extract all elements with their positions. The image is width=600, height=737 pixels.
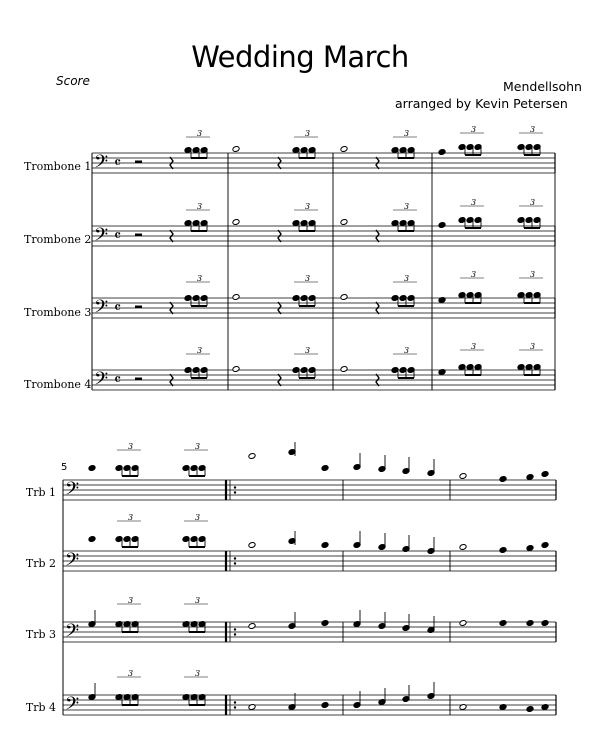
note-head: [248, 623, 256, 630]
tuplet-number: 3: [195, 442, 201, 451]
time-signature: 𝄴: [114, 298, 122, 317]
tuplet-number: 3: [404, 274, 410, 283]
bass-clef-icon: 𝄢: [94, 297, 109, 322]
note-head: [340, 366, 348, 373]
tuplet-number: 3: [471, 198, 477, 207]
bass-clef-icon: 𝄢: [65, 621, 80, 646]
note-head: [459, 473, 467, 480]
tuplet-number: 3: [471, 342, 477, 351]
part-label-trombone-4: Trombone 4: [24, 378, 92, 391]
note-head: [459, 620, 467, 627]
note-head: [459, 544, 467, 551]
time-signature: 𝄴: [114, 370, 122, 389]
note-head: [232, 219, 240, 226]
tuplet-number: 3: [128, 442, 134, 451]
tuplet-number: 3: [128, 513, 134, 522]
note-head: [248, 542, 256, 549]
note-head: [321, 702, 329, 709]
part-label-trombone-1: Trombone 1: [24, 160, 92, 173]
note-head: [88, 536, 96, 543]
tuplet-number: 3: [530, 198, 536, 207]
tuplet-number: 3: [404, 346, 410, 355]
note-head: [541, 542, 549, 549]
part-label-trombone-2: Trombone 2: [24, 233, 92, 246]
note-head: [248, 453, 256, 460]
repeat-dot: [234, 562, 236, 564]
tuplet-number: 3: [471, 125, 477, 134]
tuplet-number: 3: [195, 513, 201, 522]
bass-clef-icon: 𝄢: [94, 369, 109, 394]
note-head: [438, 222, 446, 229]
repeat-dot: [234, 706, 236, 708]
tuplet-number: 3: [404, 129, 410, 138]
composer: Mendellsohn: [503, 79, 582, 94]
note-head: [232, 294, 240, 301]
repeat-dot: [234, 633, 236, 635]
tuplet-number: 3: [404, 202, 410, 211]
tuplet-number: 3: [530, 125, 536, 134]
note-head: [340, 219, 348, 226]
tuplet-number: 3: [195, 596, 201, 605]
part-label-trombone-3: Trombone 3: [24, 306, 92, 319]
tuplet-number: 3: [197, 202, 203, 211]
bass-clef-icon: 𝄢: [65, 550, 80, 575]
note-head: [88, 465, 96, 472]
note-head: [232, 366, 240, 373]
note-head: [232, 146, 240, 153]
tuplet-number: 3: [197, 274, 203, 283]
measure-number: 5: [61, 462, 68, 473]
half-rest-icon: [135, 234, 142, 237]
tuplet-number: 3: [197, 346, 203, 355]
score-title: Wedding March: [191, 40, 409, 74]
repeat-dot: [234, 628, 236, 630]
repeat-dot: [234, 557, 236, 559]
note-head: [438, 149, 446, 156]
time-signature: 𝄴: [114, 226, 122, 245]
note-head: [526, 706, 534, 713]
note-head: [340, 294, 348, 301]
tuplet-number: 3: [195, 669, 201, 678]
half-rest-icon: [135, 378, 142, 381]
part-label-trb-2: Trb 2: [25, 557, 56, 570]
part-label-trb-1: Trb 1: [25, 486, 56, 499]
note-head: [526, 545, 534, 552]
note-head: [340, 146, 348, 153]
tuplet-number: 3: [305, 129, 311, 138]
tuplet-number: 3: [305, 202, 311, 211]
note-head: [321, 542, 329, 549]
repeat-dot: [234, 491, 236, 493]
half-rest-icon: [135, 161, 142, 164]
part-label-trb-4: Trb 4: [25, 701, 56, 714]
note-head: [541, 620, 549, 627]
bass-clef-icon: 𝄢: [94, 225, 109, 250]
repeat-dot: [234, 701, 236, 703]
tuplet-number: 3: [530, 342, 536, 351]
arranger: arranged by Kevin Petersen: [395, 96, 568, 111]
note-head: [321, 620, 329, 627]
score-label: Score: [56, 74, 90, 88]
bass-clef-icon: 𝄢: [65, 694, 80, 719]
tuplet-number: 3: [471, 270, 477, 279]
repeat-dot: [234, 486, 236, 488]
time-signature: 𝄴: [114, 153, 122, 172]
note-head: [526, 474, 534, 481]
tuplet-number: 3: [305, 346, 311, 355]
note-head: [499, 620, 507, 627]
note-head: [526, 620, 534, 627]
note-head: [499, 547, 507, 554]
tuplet-number: 3: [128, 596, 134, 605]
bass-clef-icon: 𝄢: [94, 152, 109, 177]
tuplet-number: 3: [128, 669, 134, 678]
tuplet-number: 3: [197, 129, 203, 138]
note-head: [541, 471, 549, 478]
part-label-trb-3: Trb 3: [25, 628, 56, 641]
note-head: [321, 465, 329, 472]
tuplet-number: 3: [530, 270, 536, 279]
half-rest-icon: [135, 306, 142, 309]
note-head: [499, 476, 507, 483]
tuplet-number: 3: [305, 274, 311, 283]
bass-clef-icon: 𝄢: [65, 479, 80, 504]
